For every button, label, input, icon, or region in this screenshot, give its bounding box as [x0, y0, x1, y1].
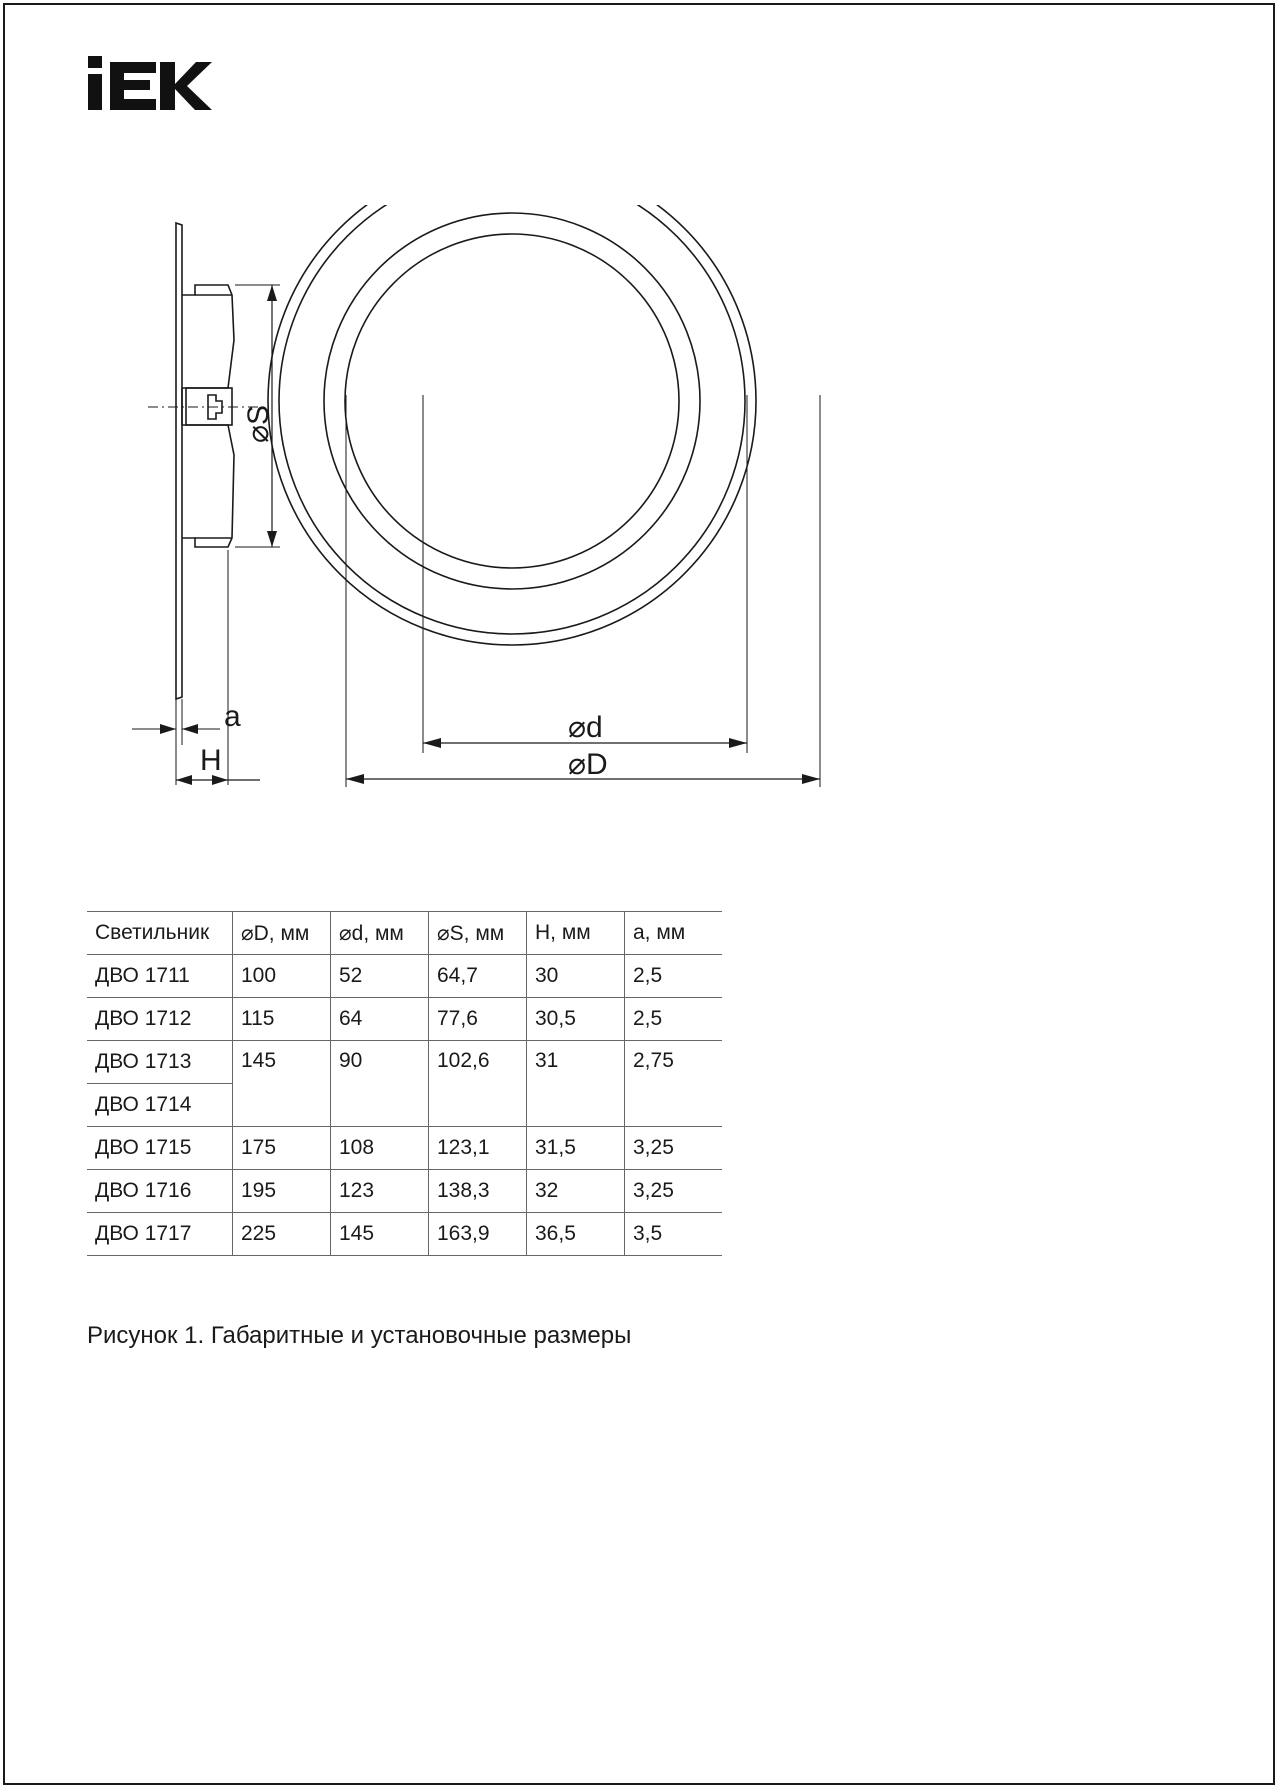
- inner-ring-inner: [345, 234, 679, 568]
- cell-big-d: 115: [233, 998, 331, 1041]
- inner-ring-outer: [324, 213, 700, 589]
- dim-label-big-d: ⌀D: [568, 748, 608, 781]
- table-row: [87, 1127, 722, 1170]
- header-luminaire: Светильник: [87, 912, 233, 955]
- cell-h: 31,5: [527, 1127, 625, 1170]
- header-h: H, мм: [527, 912, 625, 955]
- housing-upper: [182, 285, 234, 388]
- header-small-d: ⌀d, мм: [331, 912, 429, 955]
- outer-ring-outer: [268, 205, 756, 645]
- header-s: ⌀S, мм: [429, 912, 527, 955]
- cell-model: ДВО 1714: [87, 1084, 233, 1127]
- table-row: [87, 955, 722, 998]
- cell-h: 30: [527, 955, 625, 998]
- cell-big-d: 225: [233, 1213, 331, 1256]
- cell-model: ДВО 1712: [87, 998, 233, 1041]
- table-row: [87, 998, 722, 1041]
- dim-label-h: H: [200, 744, 222, 777]
- header-a: a, мм: [625, 912, 723, 955]
- cell-small-d: 52: [331, 955, 429, 998]
- cell-small-d: 108: [331, 1127, 429, 1170]
- table-row: [87, 1213, 722, 1256]
- housing-lower: [182, 425, 234, 547]
- cell-a: 2,5: [625, 998, 723, 1041]
- dimension-drawing: [120, 205, 860, 805]
- cell-h: 30,5: [527, 998, 625, 1041]
- cell-a: 3,25: [625, 1170, 723, 1213]
- cell-model: ДВО 1716: [87, 1170, 233, 1213]
- cell-big-d: 175: [233, 1127, 331, 1170]
- cell-big-d: 100: [233, 955, 331, 998]
- table-row: [87, 1041, 722, 1084]
- cell-a: 3,5: [625, 1213, 723, 1256]
- cell-h: 32: [527, 1170, 625, 1213]
- cell-a: 2,75: [625, 1041, 723, 1127]
- table-row: [87, 1170, 722, 1213]
- iek-logo: [88, 56, 212, 120]
- figure-caption: Рисунок 1. Габаритные и установочные размеры: [87, 1322, 632, 1349]
- table-header-row: [87, 912, 722, 955]
- cell-model: ДВО 1717: [87, 1213, 233, 1256]
- cell-s: 163,9: [429, 1213, 527, 1256]
- cell-small-d: 145: [331, 1213, 429, 1256]
- cell-model: ДВО 1711: [87, 955, 233, 998]
- cell-model: ДВО 1715: [87, 1127, 233, 1170]
- dim-label-a: a: [224, 700, 241, 733]
- cell-a: 2,5: [625, 955, 723, 998]
- cell-h: 36,5: [527, 1213, 625, 1256]
- cell-s: 102,6: [429, 1041, 527, 1127]
- outer-ring-inner: [279, 205, 745, 634]
- cell-h: 31: [527, 1041, 625, 1127]
- dim-label-d: ⌀d: [568, 711, 603, 744]
- cell-model: ДВО 1713: [87, 1041, 233, 1084]
- dimensions-table: [87, 911, 722, 1256]
- dim-label-s: ⌀S: [242, 404, 275, 443]
- cell-small-d: 123: [331, 1170, 429, 1213]
- cell-s: 138,3: [429, 1170, 527, 1213]
- cell-small-d: 64: [331, 998, 429, 1041]
- flange-profile: [176, 223, 182, 699]
- cell-big-d: 145: [233, 1041, 331, 1127]
- cell-s: 64,7: [429, 955, 527, 998]
- cell-a: 3,25: [625, 1127, 723, 1170]
- header-big-d: ⌀D, мм: [233, 912, 331, 955]
- cell-big-d: 195: [233, 1170, 331, 1213]
- cell-s: 77,6: [429, 998, 527, 1041]
- cell-small-d: 90: [331, 1041, 429, 1127]
- cell-s: 123,1: [429, 1127, 527, 1170]
